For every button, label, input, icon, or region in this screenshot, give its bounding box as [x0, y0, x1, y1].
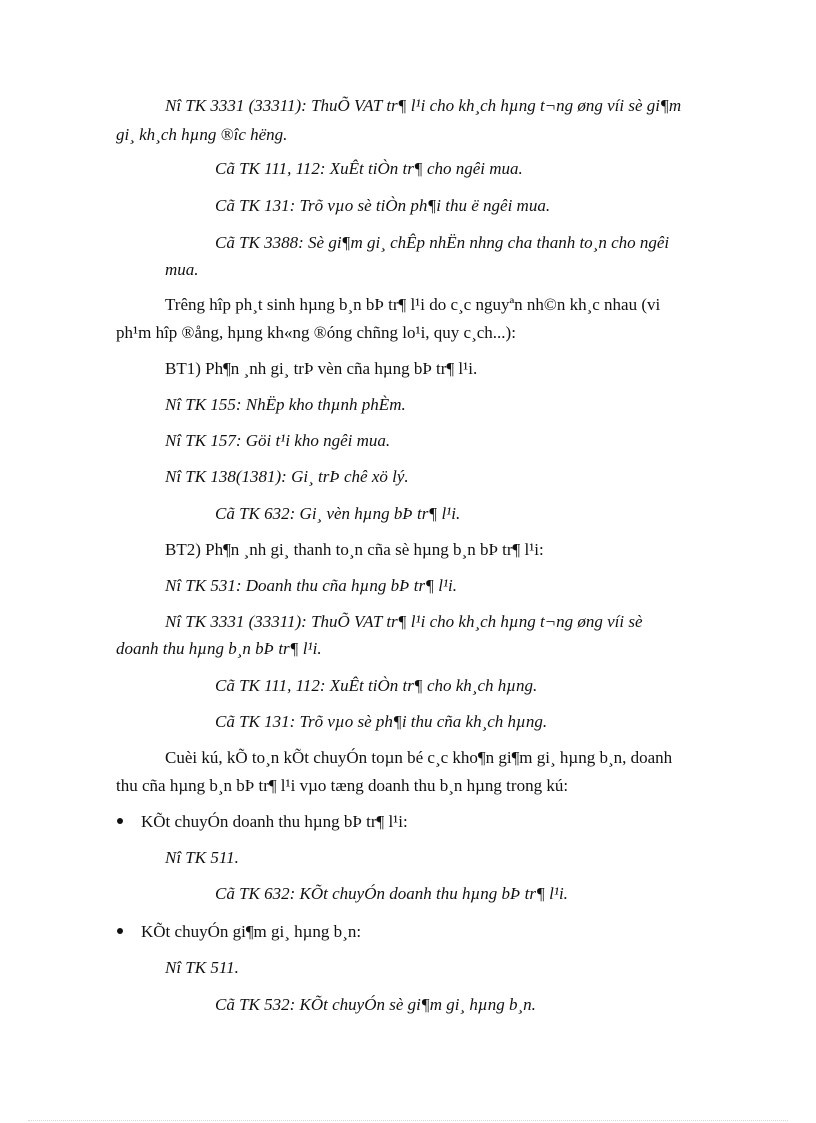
text-line: mua.	[165, 260, 199, 279]
text-line: Cã TK 632: Gi¸ vèn hµng bÞ tr¶ l¹i.	[215, 504, 461, 523]
text-line: KÕt chuyÓn gi¶m gi¸ hµng b¸n:	[141, 922, 362, 941]
text-line: Cã TK 632: KÕt chuyÓn doanh thu hµng bÞ tr¶ l¹i.	[215, 884, 568, 903]
text-line: Cã TK 131: Trõ vµo sè tiÒn ph¶i thu ë ngêi mua.	[215, 196, 551, 215]
text-line: Cuèi kú, kÕ to¸n kÕt chuyÓn toµn bé c¸c kho¶n gi¶m gi¸ hµng b¸n, doanh	[165, 748, 673, 767]
text-line: Nî TK 511.	[165, 848, 239, 867]
text-line: doanh thu hµng b¸n bÞ tr¶ l¹i.	[116, 639, 322, 658]
text-line: Nî TK 511.	[165, 958, 239, 977]
text-line: Nî TK 531: Doanh thu cña hµng bÞ tr¶ l¹i.	[165, 576, 458, 595]
text-line: BT1) Ph¶n ¸nh gi¸ trÞ vèn cña hµng bÞ tr¶ l¹i.	[165, 359, 478, 378]
text-line: KÕt chuyÓn doanh thu hµng bÞ tr¶ l¹i:	[141, 812, 408, 831]
text-line: Cã TK 532: KÕt chuyÓn sè gi¶m gi¸ hµng b¸n.	[215, 995, 536, 1014]
text-line: Cã TK 111, 112: XuÊt tiÒn tr¶ cho kh¸ch hµng.	[215, 676, 538, 695]
text-line: ph¹m hîp ®ång, hµng kh«ng ®óng chñng lo¹i, quy c¸ch...):	[116, 323, 516, 342]
bullet-icon	[117, 818, 123, 824]
text-line: gi¸ kh¸ch hµng ®îc hëng.	[116, 125, 288, 144]
text-line: BT2) Ph¶n ¸nh gi¸ thanh to¸n cña sè hµng b¸n bÞ tr¶ l¹i:	[165, 540, 544, 559]
text-line: thu cña hµng b¸n bÞ tr¶ l¹i vµo tæng doanh thu b¸n hµng trong kú:	[116, 776, 569, 795]
bullet-icon	[117, 928, 123, 934]
text-line: Nî TK 155: NhËp kho thµnh phÈm.	[165, 395, 406, 414]
text-line: Nî TK 3331 (33311): ThuÕ VAT tr¶ l¹i cho kh¸ch hµng t¬ng øng víi sè	[165, 612, 643, 631]
text-line: Nî TK 157: Göi t¹i kho ngêi mua.	[165, 431, 391, 450]
page-bottom-border	[28, 1120, 788, 1121]
text-line: Cã TK 131: Trõ vµo sè ph¶i thu cña kh¸ch hµng.	[215, 712, 548, 731]
text-line: Nî TK 3331 (33311): ThuÕ VAT tr¶ l¹i cho kh¸ch hµng t¬ng øng víi sè gi¶m	[165, 96, 682, 115]
text-line: Trêng hîp ph¸t sinh hµng b¸n bÞ tr¶ l¹i do c¸c nguyªn nh©n kh¸c nhau (vi	[165, 295, 661, 314]
text-line: Cã TK 3388: Sè gi¶m gi¸ chÊp nhËn nhng cha thanh to¸n cho ngêi	[215, 233, 670, 252]
text-line: Nî TK 138(1381): Gi¸ trÞ chê xö lý.	[165, 467, 409, 486]
text-line: Cã TK 111, 112: XuÊt tiÒn tr¶ cho ngêi mua.	[215, 159, 523, 178]
